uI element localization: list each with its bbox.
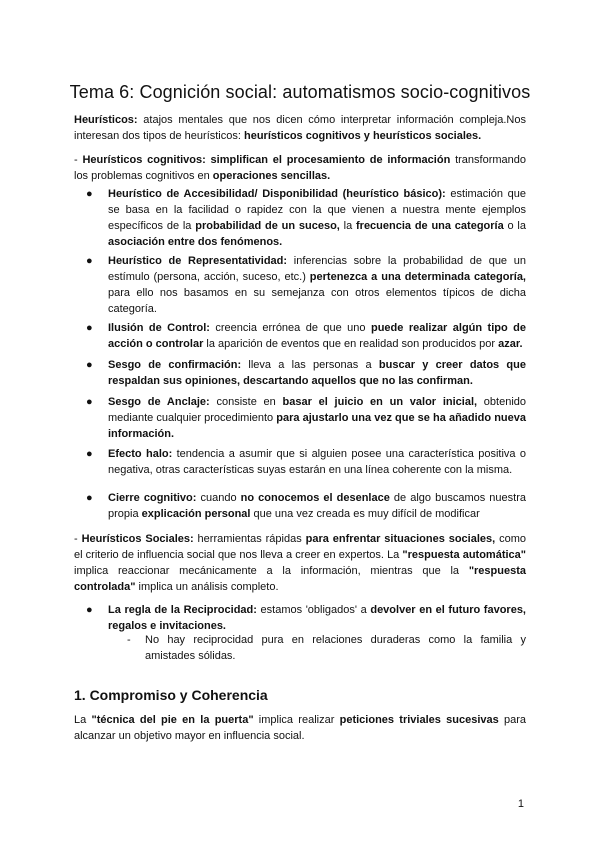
section1-paragraph [74,712,526,744]
item-text: que una vez creada es muy difícil de modificar [250,508,480,520]
item-text: la aparición de eventos que en realidad son producidos por [203,338,499,350]
sub-item-text: No hay reciprocidad pura en relaciones duraderas como la familia y amistades sólidas. [145,634,526,662]
item-emphasis: no conocemos el desenlace [240,492,390,504]
bullet-icon: ● [86,188,93,200]
section1-emphasis: peticiones triviales sucesivas [339,714,499,726]
item-text: estimación que se basa en la facilidad o rapidez con la que vienen a nuestra mente ejemplos específicos de la [108,188,527,232]
sociales-paragraph [74,531,526,595]
list-item-cierre [86,490,526,522]
item-text: lleva a las personas a [241,359,379,371]
list-item-control [86,320,526,352]
item-term: Ilusión de Control: [108,322,210,334]
list-item-accesibilidad [86,186,527,250]
item-emphasis: basar el juicio en un valor inicial, [282,396,478,408]
item-emphasis: explicación personal [141,508,251,520]
bullet-icon: ● [86,492,93,504]
bullet-icon: ● [86,448,93,460]
item-term: Sesgo de Anclaje: [108,396,210,408]
sociales-dash: - [74,533,82,545]
section1-text: para alcanzar un objetivo mayor en influencia social. [74,714,527,742]
item-text: obtenido mediante cualquier procedimiento [108,396,527,424]
item-text: creencia errónea de que uno [209,322,371,334]
sociales-term: Heurísticos Sociales: [81,533,194,545]
sociales-text: implica un análisis completo. [135,581,279,593]
cognitivos-text: transformando los problemas cognitivos en [74,154,526,182]
list-item-halo [86,446,526,478]
list-item-reciprocidad [86,602,526,634]
list-item-confirmacion [86,357,526,389]
sociales-text: implica reaccionar mecánicamente a la información, mientras que la [74,565,469,577]
bullet-icon: ● [86,255,93,267]
cognitivos-dash: - [74,154,83,166]
intro-paragraph [74,112,526,144]
item-term: Efecto halo: [108,448,173,460]
bullet-icon: ● [86,322,93,334]
sociales-emphasis: para enfrentar situaciones sociales, [305,533,496,545]
item-emphasis: frecuencia de una categoría [356,220,504,232]
item-term: Heurístico de Accesibilidad/ Disponibilidad (heurístico básico): [108,188,446,200]
bullet-icon: ● [86,396,93,408]
item-text: cuando [196,492,241,504]
cognitivos-emphasis: operaciones sencillas. [212,170,331,182]
page-title: Tema 6: Cognición social: automatismos socio-cognitivos [69,82,531,103]
item-text: o la [503,220,526,232]
bullet-icon: ● [86,359,93,371]
item-emphasis: devolver en el futuro favores, regalos e invitaciones. [108,604,526,632]
list-item-anclaje [86,394,527,442]
item-emphasis: asociación entre dos fenómenos. [108,236,283,248]
section1-emphasis: "técnica del pie en la puerta" [91,714,254,726]
sociales-emphasis: "respuesta automática" [402,549,526,561]
item-emphasis: para ajustarlo una vez que se ha añadido nueva información. [108,412,527,440]
item-text: de algo buscamos nuestra propia [108,492,526,520]
intro-emphasis: heurísticos cognitivos y heurísticos sociales. [243,130,482,142]
section1-text: implica realizar [253,714,340,726]
item-emphasis: probabilidad de un suceso, [195,220,340,232]
item-emphasis: pertenezca a una determinada categoría, [309,271,526,283]
item-text: la [339,220,356,232]
list-item-representatividad [86,253,526,317]
cognitivos-term: Heurísticos cognitivos: simplifican el procesamiento de información [82,154,451,166]
sociales-text: herramientas rápidas [193,533,306,545]
item-term: Cierre cognitivo: [108,492,197,504]
cognitivos-paragraph [74,152,526,184]
item-emphasis: buscar y creer datos que respaldan sus opiniones, descartando aquellos que no las confirman. [108,359,526,387]
item-text: para ello nos basamos en su semejanza con otros elementos típicos de dicha categoría. [108,287,526,315]
bullet-icon: ● [86,604,93,616]
item-text: tendencia a asumir que si alguien posee una característica positiva o negativa, otras características suyas estarán en una línea coherente con la misma. [108,448,526,476]
item-text: consiste en [209,396,283,408]
intro-term: Heurísticos: [74,114,138,126]
sociales-text: como el criterio de influencia social que nos lleva a creer en expertos. La [74,533,526,561]
dash-icon: - [127,634,131,646]
intro-text: atajos mentales que nos dicen cómo interpretar información compleja.Nos interesan dos tipos de heurísticos: [74,114,526,142]
section-heading: 1. Compromiso y Coherencia [74,687,268,703]
item-term: La regla de la Reciprocidad: [108,604,257,616]
page-number: 1 [517,798,524,810]
sociales-emphasis: "respuesta controlada" [74,565,526,593]
item-term: Sesgo de confirmación: [108,359,242,371]
sub-item-reciprocidad [127,632,526,664]
item-term: Heurístico de Representatividad: [108,255,288,267]
item-text: estamos 'obligados' a [256,604,371,616]
item-text: inferencias sobre la probabilidad de que un estímulo (persona, acción, suceso, etc.) [108,255,526,283]
item-emphasis: puede realizar algún tipo de acción o controlar [108,322,526,350]
section1-text: La [74,714,92,726]
item-emphasis: azar. [498,338,523,350]
